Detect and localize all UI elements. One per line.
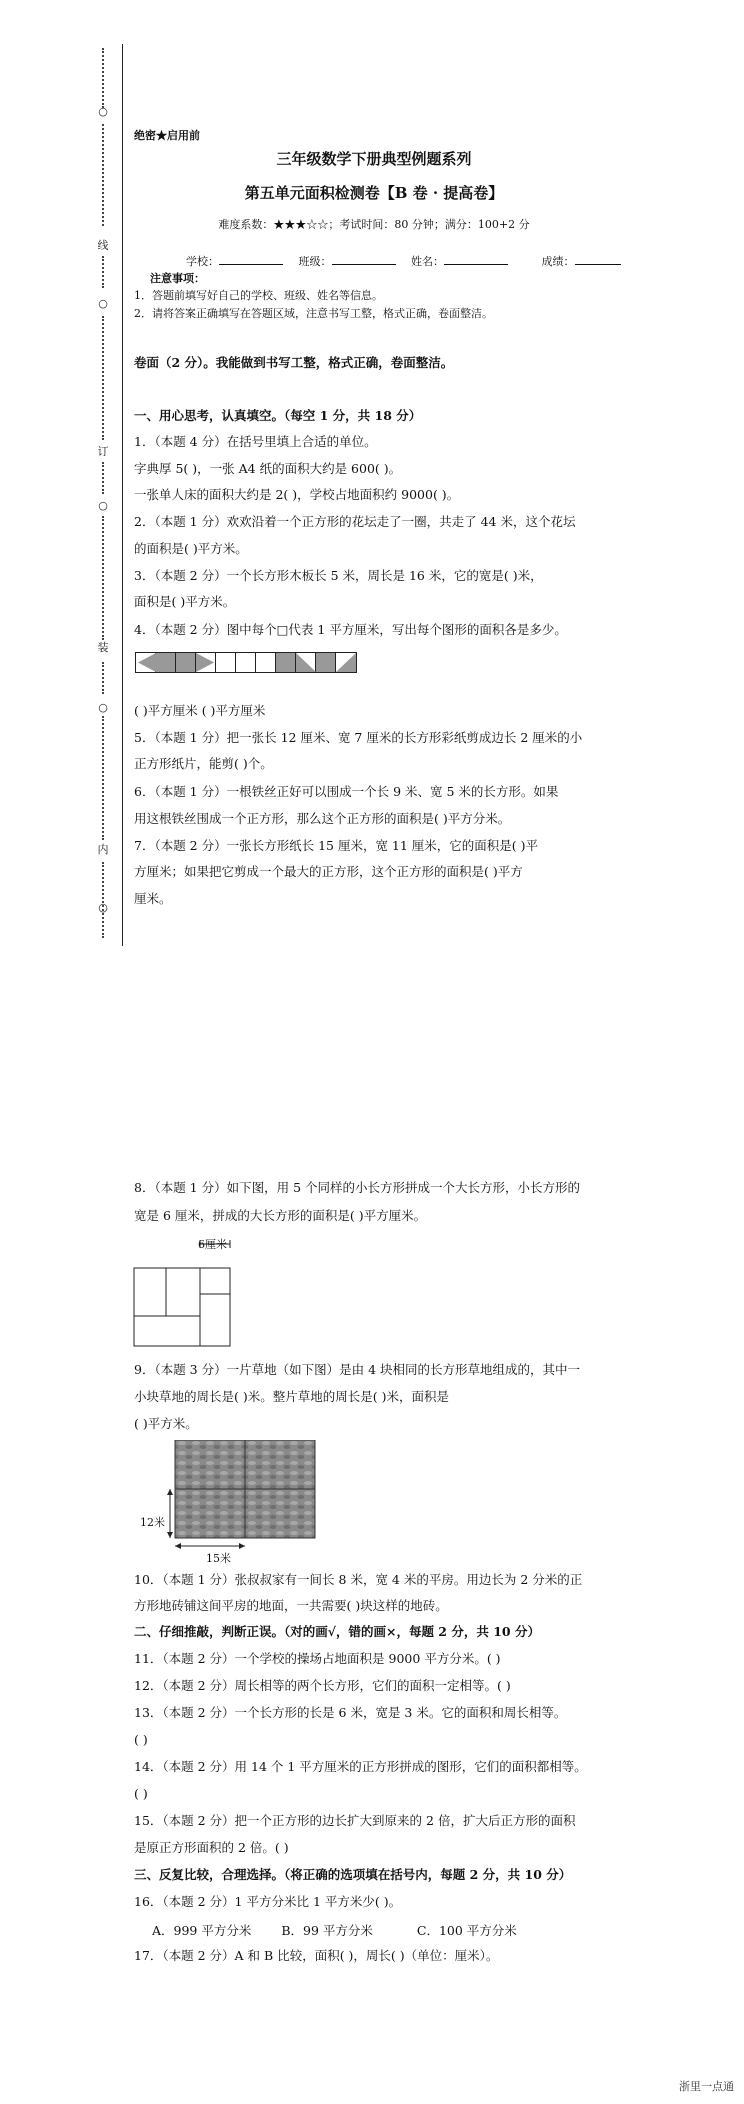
note-item: 2．请将答案正确填写在答题区域，注意书写工整，格式正确，卷面整洁。 bbox=[134, 307, 493, 320]
question-line: ( ) bbox=[134, 1732, 148, 1747]
notes-title: 注意事项： bbox=[150, 272, 205, 285]
binding-circle: ○ bbox=[98, 105, 108, 118]
question-line: 面积是( )平方米。 bbox=[134, 594, 236, 609]
q16-options bbox=[152, 1921, 517, 1939]
grid-cell bbox=[176, 653, 196, 672]
grid-cell bbox=[256, 653, 276, 672]
question-line: 7．（本题 2 分）一张长方形纸长 15 厘米，宽 11 厘米，它的面积是( )平 bbox=[134, 838, 539, 853]
class-label: 班级： bbox=[298, 255, 332, 268]
binding-char-ding: 订 bbox=[97, 445, 109, 458]
question-line: ( )平方米。 bbox=[134, 1416, 198, 1431]
school-field[interactable] bbox=[219, 252, 283, 265]
name-field[interactable] bbox=[444, 252, 508, 265]
question-line: 10．（本题 1 分）张叔叔家有一间长 8 米，宽 4 米的平房。用边长为 2 分米的正 bbox=[134, 1572, 583, 1587]
info-row bbox=[186, 252, 621, 269]
rectangle-puzzle-figure bbox=[130, 1236, 240, 1352]
binding-circle: ○ bbox=[98, 499, 108, 512]
question-line: ( )平方厘米 ( )平方厘米 bbox=[134, 703, 266, 718]
grid-cell bbox=[276, 653, 296, 672]
question-line: 的面积是( )平方米。 bbox=[134, 541, 248, 556]
length-label: 15米 bbox=[206, 1552, 231, 1565]
section2-title: 二、仔细推敲，判断正误。（对的画√，错的画×，每题 2 分，共 10 分） bbox=[134, 1624, 540, 1639]
question-line: 2．（本题 1 分）欢欢沿着一个正方形的花坛走了一圈，共走了 44 米，这个花坛 bbox=[134, 514, 576, 529]
question-line: 14．（本题 2 分）用 14 个 1 平方厘米的正方形拼成的图形，它们的面积都相等。 bbox=[134, 1759, 587, 1774]
option-b[interactable]: B．99 平方分米 bbox=[281, 1923, 373, 1938]
question-line: 9．（本题 3 分）一片草地（如下图）是由 4 块相同的长方形草地组成的，其中一 bbox=[134, 1362, 581, 1377]
grid-cell bbox=[156, 653, 176, 672]
question-line: 4．（本题 2 分）图中每个□代表 1 平方厘米，写出每个图形的面积各是多少。 bbox=[134, 622, 567, 637]
cover-line: 卷面（2 分）。我能做到书写工整，格式正确，卷面整洁。 bbox=[134, 355, 454, 370]
binding-dots bbox=[102, 862, 106, 938]
question-line: 16．（本题 2 分）1 平方分米比 1 平方米少( )。 bbox=[134, 1894, 402, 1909]
question-line: 17．（本题 2 分）A 和 B 比较，面积( )，周长( )（单位：厘米）。 bbox=[134, 1948, 499, 1963]
grid-cell bbox=[336, 653, 356, 672]
question-line: 方形地砖铺这间平房的地面，一共需要( )块这样的地砖。 bbox=[134, 1598, 448, 1613]
question-line: 3．（本题 2 分）一个长方形木板长 5 米，周长是 16 米，它的宽是( )米， bbox=[134, 568, 543, 583]
binding-dots bbox=[102, 662, 106, 694]
question-line: 一张单人床的面积大约是 2( )，学校占地面积约 9000( )。 bbox=[134, 487, 460, 502]
question-line: 小块草地的周长是( )米。整片草地的周长是( )米，面积是 bbox=[134, 1389, 449, 1404]
grid-cell bbox=[216, 653, 236, 672]
question-line: 方厘米；如果把它剪成一个最大的正方形，这个正方形的面积是( )平方 bbox=[134, 864, 523, 879]
option-a[interactable]: A．999 平方分米 bbox=[152, 1923, 252, 1938]
page-title: 三年级数学下册典型例题系列 bbox=[276, 150, 472, 168]
area-grid-figure bbox=[135, 652, 357, 673]
question-line: 11．（本题 2 分）一个学校的操场占地面积是 9000 平方分米。( ) bbox=[134, 1651, 501, 1666]
width-label: 6厘米 bbox=[198, 1238, 227, 1251]
question-line: 13．（本题 2 分）一个长方形的长是 6 米，宽是 3 米。它的面积和周长相等。 bbox=[134, 1705, 567, 1720]
question-line: 8．（本题 1 分）如下图，用 5 个同样的小长方形拼成一个大长方形，小长方形的 bbox=[134, 1180, 581, 1195]
option-c[interactable]: C．100 平方分米 bbox=[416, 1923, 517, 1938]
binding-dots bbox=[102, 256, 106, 288]
question-line: 是原正方形面积的 2 倍。( ) bbox=[134, 1840, 289, 1855]
footer-brand: 浙里一点通 bbox=[679, 2080, 734, 2093]
question-line: 6．（本题 1 分）一根铁丝正好可以围成一个长 9 米、宽 5 米的长方形。如果 bbox=[134, 784, 559, 799]
page-subtitle: 第五单元面积检测卷【B 卷 · 提高卷】 bbox=[244, 184, 504, 202]
question-line: ( ) bbox=[134, 1786, 148, 1801]
class-field[interactable] bbox=[332, 252, 396, 265]
secret-label: 绝密★启用前 bbox=[134, 129, 200, 142]
name-label: 姓名： bbox=[411, 255, 444, 268]
section3-title: 三、反复比较，合理选择。（将正确的选项填在括号内，每题 2 分，共 10 分） bbox=[134, 1867, 572, 1882]
grid-cell bbox=[236, 653, 256, 672]
binding-circle: ○ bbox=[98, 701, 108, 714]
section1-title: 一、用心思考，认真填空。（每空 1 分，共 18 分） bbox=[134, 408, 422, 423]
grid-cell bbox=[296, 653, 316, 672]
exam-meta: 难度系数：★★★☆☆；考试时间：80 分钟；满分：100+2 分 bbox=[218, 218, 530, 231]
binding-dots bbox=[102, 462, 106, 494]
binding-char-nei: 内 bbox=[97, 843, 109, 856]
question-line: 正方形纸片，能剪( )个。 bbox=[134, 756, 273, 771]
question-line: 12．（本题 2 分）周长相等的两个长方形，它们的面积一定相等。( ) bbox=[134, 1678, 511, 1693]
school-label: 学校： bbox=[186, 255, 219, 268]
binding-char-zhuang: 装 bbox=[97, 641, 109, 654]
grid-cell bbox=[316, 653, 336, 672]
binding-dots bbox=[102, 48, 106, 108]
binding-dots bbox=[102, 716, 106, 840]
score-label: 成绩： bbox=[541, 255, 575, 268]
grid-cell bbox=[136, 653, 156, 672]
binding-dots bbox=[102, 516, 106, 640]
grid-cell bbox=[196, 653, 216, 672]
question-line: 字典厚 5( )，一张 A4 纸的面积大约是 600( )。 bbox=[134, 461, 402, 476]
binding-circle: ○ bbox=[98, 297, 108, 310]
binding-dots bbox=[102, 316, 106, 440]
binding-circle: ○ bbox=[98, 901, 108, 914]
grass-field-figure bbox=[150, 1440, 326, 1568]
note-item: 1．答题前填写好自己的学校、班级、姓名等信息。 bbox=[134, 289, 383, 302]
score-field[interactable] bbox=[575, 252, 621, 265]
question-line: 1．（本题 4 分）在括号里填上合适的单位。 bbox=[134, 434, 377, 449]
binding-dots bbox=[102, 124, 106, 226]
height-label: 12米 bbox=[140, 1516, 165, 1529]
question-line: 用这根铁丝围成一个正方形，那么这个正方形的面积是( )平方分米。 bbox=[134, 811, 511, 826]
question-line: 5．（本题 1 分）把一张长 12 厘米、宽 7 厘米的长方形彩纸剪成边长 2 厘米的小 bbox=[134, 730, 583, 745]
question-line: 宽是 6 厘米，拼成的大长方形的面积是( )平方厘米。 bbox=[134, 1208, 427, 1223]
question-line: 15．（本题 2 分）把一个正方形的边长扩大到原来的 2 倍，扩大后正方形的面积 bbox=[134, 1813, 576, 1828]
binding-char-xian: 线 bbox=[97, 239, 109, 252]
question-line: 厘米。 bbox=[134, 891, 172, 906]
